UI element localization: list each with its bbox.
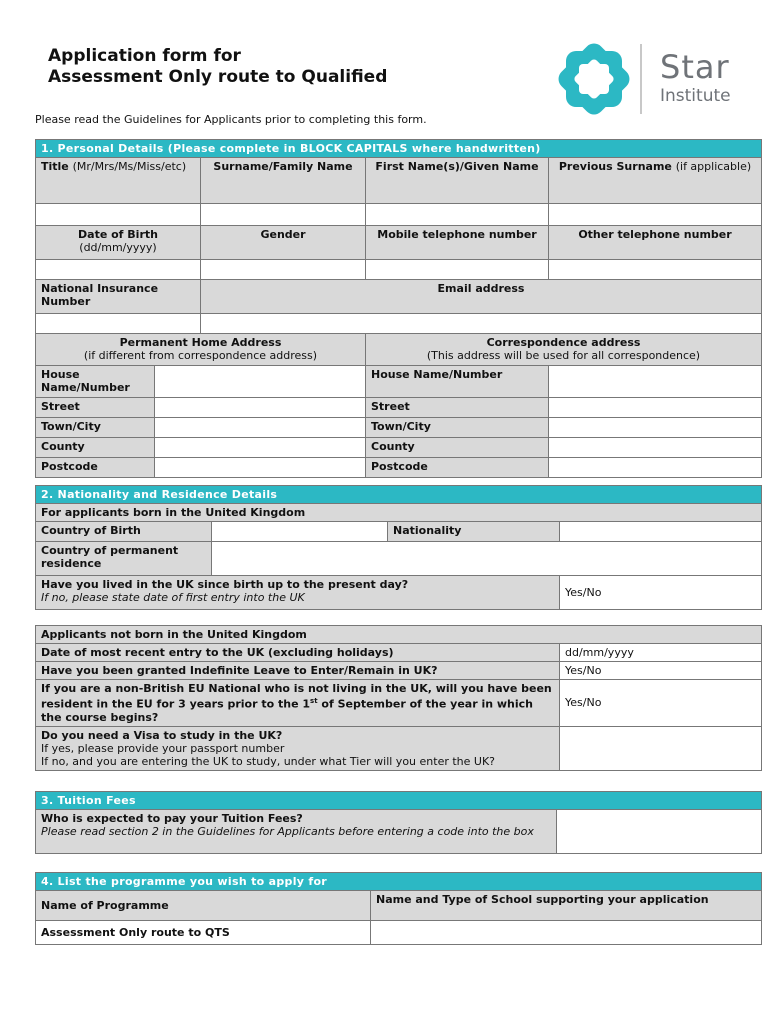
- star-logo-icon: [555, 40, 633, 118]
- nationality-label: Nationality: [388, 522, 560, 542]
- school-label: Name and Type of School supporting your application: [371, 891, 762, 921]
- programme-table: [35, 872, 762, 945]
- postcode-field-permanent[interactable]: [155, 458, 366, 478]
- mobile-label: Mobile telephone number: [366, 226, 549, 260]
- section-3-heading: 3. Tuition Fees: [36, 792, 762, 810]
- not-born-uk-heading: Applicants not born in the United Kingdom: [36, 626, 762, 644]
- recent-entry-answer[interactable]: dd/mm/yyyy: [560, 644, 762, 662]
- ni-number-label: National Insurance Number: [36, 280, 201, 314]
- intro-text: Please read the Guidelines for Applicants prior to completing this form.: [35, 113, 427, 126]
- who-pays-question: Who is expected to pay your Tuition Fees? Please read section 2 in the Guidelines for Applicants before entering a code into the box: [36, 810, 557, 854]
- dob-field[interactable]: [36, 260, 201, 280]
- street-label-correspondence: Street: [366, 398, 549, 418]
- previous-surname-label: Previous Surname (if applicable): [549, 158, 762, 204]
- programme-name-value: Assessment Only route to QTS: [36, 921, 371, 945]
- other-phone-field[interactable]: [549, 260, 762, 280]
- county-field-correspondence[interactable]: [549, 438, 762, 458]
- first-names-field[interactable]: [366, 204, 549, 226]
- house-field-permanent[interactable]: [155, 366, 366, 398]
- section-2-heading: 2. Nationality and Residence Details: [36, 486, 762, 504]
- page-title: [48, 46, 387, 88]
- visa-question: Do you need a Visa to study in the UK? If yes, please provide your passport number If no, and you are entering the UK to study, under what Tier will you enter the UK?: [36, 726, 560, 770]
- section-4-heading: 4. List the programme you wish to apply for: [36, 873, 762, 891]
- town-field-permanent[interactable]: [155, 418, 366, 438]
- postcode-label-permanent: Postcode: [36, 458, 155, 478]
- country-of-birth-label: Country of Birth: [36, 522, 212, 542]
- tuition-fees-table: [35, 791, 762, 854]
- eu-residence-question: If you are a non-British EU National who is not living in the UK, will you have been resident in the EU for 3 years prior to the 1st of September of the year in which the course begins?: [36, 680, 560, 727]
- logo-word-institute: Institute: [660, 86, 731, 106]
- street-field-permanent[interactable]: [155, 398, 366, 418]
- personal-details-table: [35, 139, 762, 478]
- country-permanent-field[interactable]: [212, 542, 762, 576]
- title-line-1: Application form for: [48, 46, 241, 66]
- surname-field[interactable]: [201, 204, 366, 226]
- house-field-correspondence[interactable]: [549, 366, 762, 398]
- school-field[interactable]: [371, 921, 762, 945]
- country-permanent-label: Country of permanent residence: [36, 542, 212, 576]
- title-label: Title (Mr/Mrs/Ms/Miss/etc): [36, 158, 201, 204]
- visa-answer-field[interactable]: [560, 726, 762, 770]
- street-label-permanent: Street: [36, 398, 155, 418]
- town-field-correspondence[interactable]: [549, 418, 762, 438]
- country-of-birth-field[interactable]: [212, 522, 388, 542]
- eu-residence-answer[interactable]: Yes/No: [560, 680, 762, 727]
- lived-uk-answer[interactable]: Yes/No: [560, 576, 762, 610]
- section-1-heading: 1. Personal Details (Please complete in BLOCK CAPITALS where handwritten): [36, 140, 762, 158]
- dob-label: Date of Birth (dd/mm/yyyy): [36, 226, 201, 260]
- street-field-correspondence[interactable]: [549, 398, 762, 418]
- town-label-permanent: Town/City: [36, 418, 155, 438]
- non-uk-born-table: [35, 625, 762, 771]
- county-label-correspondence: County: [366, 438, 549, 458]
- first-names-label: First Name(s)/Given Name: [366, 158, 549, 204]
- mobile-field[interactable]: [366, 260, 549, 280]
- title-line-2: Assessment Only route to Qualified: [48, 67, 388, 87]
- title-field[interactable]: [36, 204, 201, 226]
- postcode-field-correspondence[interactable]: [549, 458, 762, 478]
- correspondence-address-heading: Correspondence address (This address will be used for all correspondence): [366, 334, 762, 366]
- permanent-address-heading: Permanent Home Address (if different from correspondence address): [36, 334, 366, 366]
- email-label: Email address: [201, 280, 762, 314]
- other-phone-label: Other telephone number: [549, 226, 762, 260]
- house-label-correspondence: House Name/Number: [366, 366, 549, 398]
- previous-surname-field[interactable]: [549, 204, 762, 226]
- logo-word-star: Star: [660, 48, 730, 86]
- who-pays-code-field[interactable]: [557, 810, 762, 854]
- born-uk-heading: For applicants born in the United Kingdom: [36, 504, 762, 522]
- county-field-permanent[interactable]: [155, 438, 366, 458]
- postcode-label-correspondence: Postcode: [366, 458, 549, 478]
- gender-field[interactable]: [201, 260, 366, 280]
- ilr-answer[interactable]: Yes/No: [560, 662, 762, 680]
- town-label-correspondence: Town/City: [366, 418, 549, 438]
- nationality-table: [35, 485, 762, 610]
- nationality-field[interactable]: [560, 522, 762, 542]
- email-field[interactable]: [201, 314, 762, 334]
- recent-entry-question: Date of most recent entry to the UK (excluding holidays): [36, 644, 560, 662]
- gender-label: Gender: [201, 226, 366, 260]
- logo-divider: [640, 44, 642, 114]
- surname-label: Surname/Family Name: [201, 158, 366, 204]
- ni-number-field[interactable]: [36, 314, 201, 334]
- ilr-question: Have you been granted Indefinite Leave to Enter/Remain in UK?: [36, 662, 560, 680]
- county-label-permanent: County: [36, 438, 155, 458]
- lived-uk-question: Have you lived in the UK since birth up to the present day? If no, please state date of first entry into the UK: [36, 576, 560, 610]
- programme-name-label: Name of Programme: [36, 891, 371, 921]
- house-label-permanent: House Name/Number: [36, 366, 155, 398]
